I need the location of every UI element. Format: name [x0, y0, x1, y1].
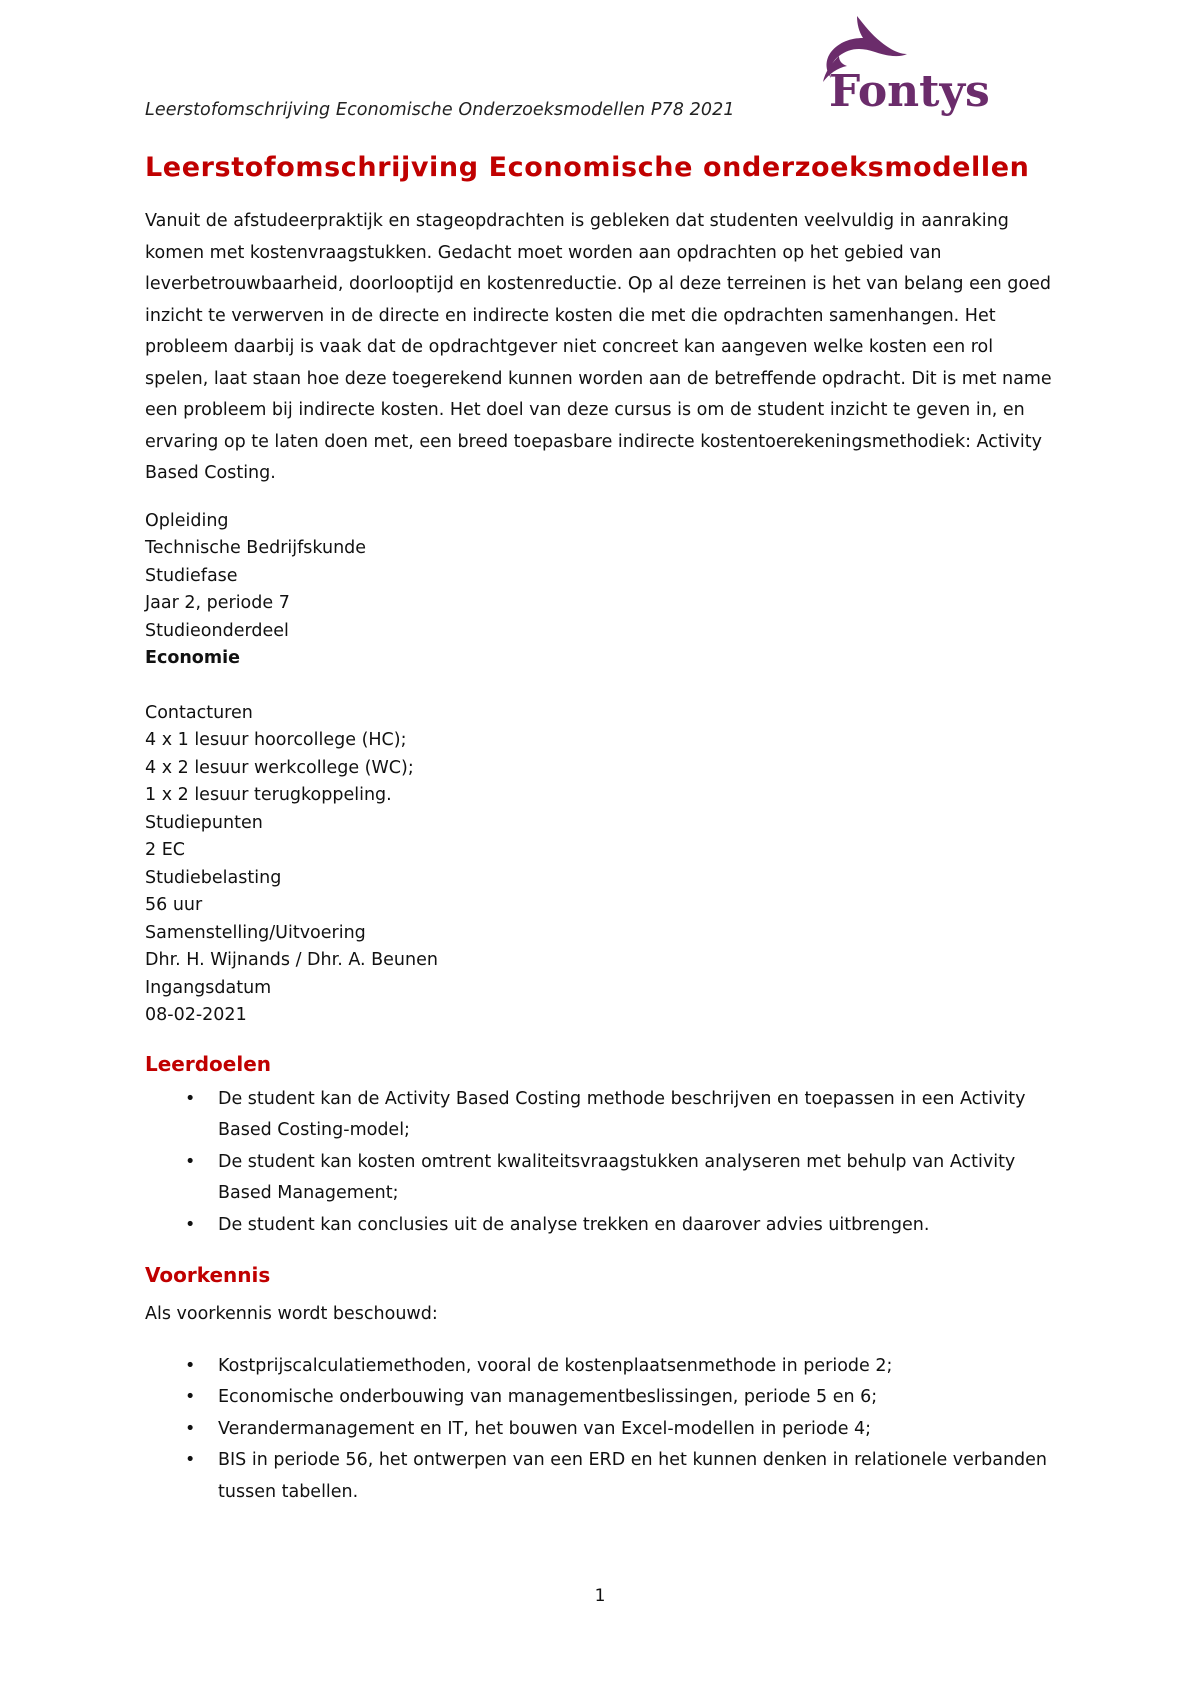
contacturen-line: 1 x 2 lesuur terugkoppeling. [145, 785, 392, 805]
fontys-logo [795, 12, 990, 122]
main-content [145, 152, 1060, 1508]
list-item: • Economische onderbouwing van managementbeslissingen, periode 5 en 6; [145, 1382, 1060, 1414]
list-item: • Kostprijscalculatiemethoden, vooral de kostenplaatsenmethode in periode 2; [145, 1351, 1060, 1383]
studieonderdeel-label: Studieonderdeel [145, 620, 289, 641]
bullet-icon: • [185, 1418, 196, 1439]
contacturen-label: Contacturen [145, 702, 253, 723]
leerdoelen-heading: Leerdoelen [145, 1051, 272, 1076]
page-number: 1 [594, 1586, 606, 1606]
ingangsdatum-value: 08-02-2021 [145, 1005, 247, 1025]
voorkennis-heading: Voorkennis [145, 1263, 271, 1287]
spacer [145, 673, 1060, 700]
list-item: • De student kan conclusies uit de analyse trekken en daarover advies uitbrengen. [145, 1210, 1060, 1242]
ingangsdatum-label: Ingangsdatum [145, 977, 272, 998]
document-title: Leerstofomschrijving Economische onderzoeksmodellen [145, 152, 1030, 183]
list-item: • De student kan de Activity Based Costing methode beschrijven en toepassen in een Activity Based Costing-model; [145, 1084, 1060, 1147]
studiebelasting-value: 56 uur [145, 895, 203, 915]
studiepunten-label: Studiepunten [145, 812, 263, 833]
list-item: • De student kan kosten omtrent kwaliteitsvraagstukken analyseren met behulp van Activity Based Management; [145, 1147, 1060, 1210]
list-item: • Verandermanagement en IT, het bouwen van Excel-modellen in periode 4; [145, 1414, 1060, 1446]
opleiding-value: Technische Bedrijfskunde [145, 538, 367, 558]
bullet-icon: • [185, 1088, 196, 1109]
studiepunten-value: 2 EC [145, 840, 185, 860]
course-info [145, 508, 1060, 1030]
bullet-icon: • [185, 1450, 196, 1470]
studiebelasting-label: Studiebelasting [145, 867, 282, 888]
bullet-icon: • [185, 1355, 196, 1376]
svg-text:Fontys: Fontys [829, 66, 990, 117]
contacturen-line: 4 x 1 lesuur hoorcollege (HC); [145, 730, 407, 750]
running-header: Leerstofomschrijving Economische Onderzoeksmodellen P78 2021 [145, 100, 735, 120]
opleiding-label: Opleiding [145, 510, 229, 531]
list-item: • BIS in periode 56, het ontwerpen van een ERD en het kunnen denken in relationele verbanden tussen tabellen. [145, 1445, 1060, 1508]
bullet-icon: • [185, 1387, 196, 1407]
samenstelling-label: Samenstelling/Uitvoering [145, 922, 366, 943]
contacturen-line: 4 x 2 lesuur werkcollege (WC); [145, 757, 414, 778]
samenstelling-value: Dhr. H. Wijnands / Dhr. A. Beunen [145, 950, 438, 970]
studiefase-label: Studiefase [145, 565, 238, 586]
leerdoelen-list [145, 1084, 1060, 1242]
voorkennis-intro: Als voorkennis wordt beschouwd: [145, 1304, 438, 1324]
bullet-icon: • [185, 1151, 196, 1172]
bullet-icon: • [185, 1214, 196, 1235]
studiefase-value: Jaar 2, periode 7 [145, 593, 290, 613]
studieonderdeel-value: Economie [145, 648, 240, 668]
intro-paragraph: Vanuit de afstudeerpraktijk en stageopdrachten is gebleken dat studenten veelvuldig in aanraking komen met kostenvraagstukken. Gedacht moet worden aan opdrachten op het gebied van leverbetrouwbaarheid, doorlooptijd en kostenreductie. Op al deze terreinen is het van belang een goed inzicht te verwerven in de directe en indirecte kosten die met die opdrachten samenhangen. Het probleem daarbij is vaak dat de opdrachtgever niet concreet kan aangeven welke kosten een rol spelen, laat staan hoe deze toegerekend kunnen worden aan de betreffende opdracht. Dit is met name een probleem bij indirecte kosten. Het doel van deze cursus is om de student inzicht te geven in, en ervaring op te laten doen met, een breed toepasbare indirecte kostentoerekeningsmethodiek: Activity Based Costing. [145, 211, 1052, 483]
voorkennis-list [145, 1351, 1060, 1509]
